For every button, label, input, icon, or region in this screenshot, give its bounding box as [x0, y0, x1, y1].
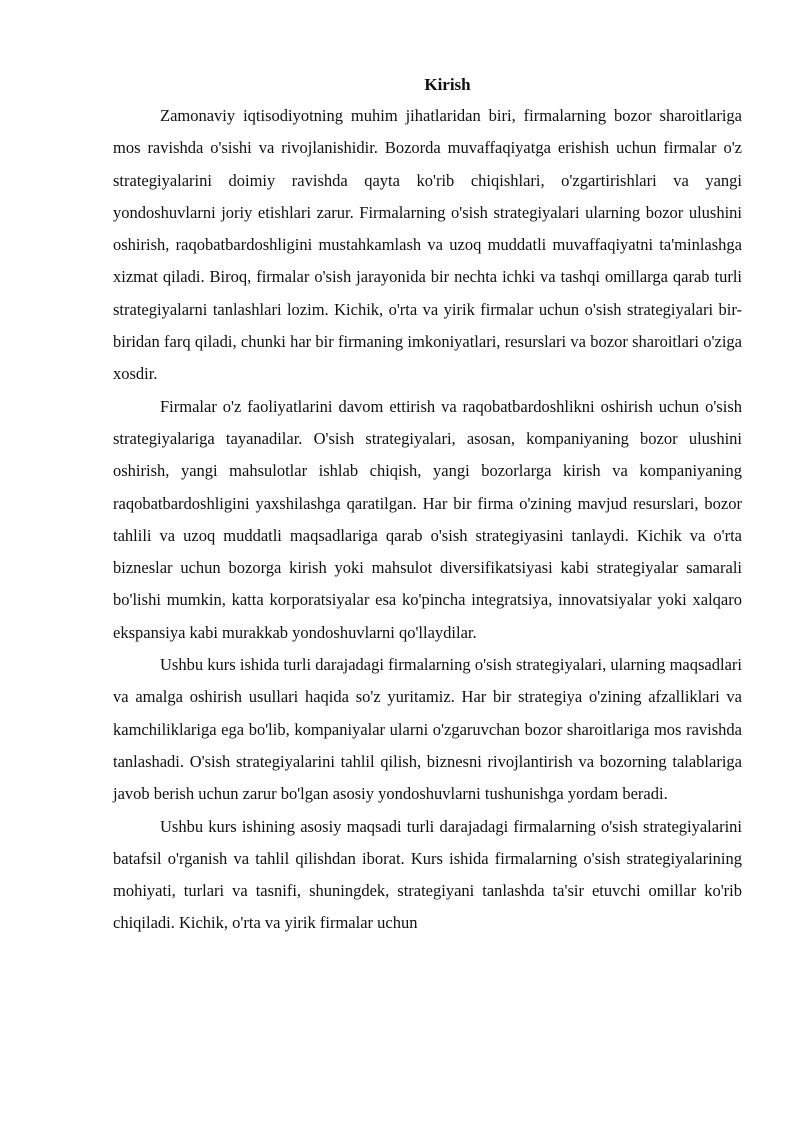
document-title: Kirish	[424, 75, 471, 94]
paragraph-1: Zamonaviy iqtisodiyotning muhim jihatlaridan biri, firmalarning bozor sharoitlariga mos ravishda o'sishi va rivojlanishidir. Bozorda muvaffaqiyatga erishish uchun firmalar o'z strategiyalarini doimiy ravishda qayta ko'rib chiqishlari, o'zgartirishlari va yangi yondoshuvlarni joriy etishlari zarur. Firmalarning o'sish strategiyalari ularning bozor ulushini oshirish, raqobatbardoshligini mustahkamlash va uzoq muddatli muvaffaqiyatni ta'minlashga xizmat qiladi. Biroq, firmalar o'sish jarayonida bir nechta ichki va tashqi omillarga qarab turli strategiyalarni tanlashlari lozim. Kichik, o'rta va yirik firmalar uchun o'sish strategiyalari bir-biridan farq qiladi, chunki har bir firmaning imkoniyatlari, resurslari va bozor sharoitlari o'ziga xosdir.	[113, 106, 742, 384]
paragraph-3: Ushbu kurs ishida turli darajadagi firmalarning o'sish strategiyalari, ularning maqsadlari va amalga oshirish usullari haqida so'z yuritamiz. Har bir strategiya o'zining afzalliklari va kamchiliklariga ega bo'lib, kompaniyalar ularni o'zgaruvchan bozor sharoitlariga mos ravishda tanlashadi. O'sish strategiyalarini tahlil qilish, biznesni rivojlantirish va bozorning talablariga javob berish uchun zarur bo'lgan asosiy yondoshuvlarni tushunishga yordam beradi.	[113, 655, 742, 804]
paragraph-4: Ushbu kurs ishining asosiy maqsadi turli darajadagi firmalarning o'sish strategiyalarini batafsil o'rganish va tahlil qilishdan iborat. Kurs ishida firmalarning o'sish strategiyalarining mohiyati, turlari va tasnifi, shuningdek, strategiyani tanlashda ta'sir etuvchi omillar ko'rib chiqiladi. Kichik, o'rta va yirik firmalar uchun	[113, 816, 742, 933]
paragraph-2: Firmalar o'z faoliyatlarini davom ettirish va raqobatbardoshlikni oshirish uchun o'sish strategiyalariga tayanadilar. O'sish strategiyalari, asosan, kompaniyaning bozor ulushini oshirish, yangi mahsulotlar ishlab chiqish, yangi bozorlarga kirish va kompaniyaning raqobatbardoshligini yaxshilashga qaratilgan. Har bir firma o'zining mavjud resurslari, bozor tahlili va uzoq muddatli maqsadlariga qarab o'sish strategiyasini tanlaydi. Kichik va o'rta bizneslar uchun bozorga kirish yoki mahsulot diversifikatsiyasi kabi strategiyalar samarali bo'lishi mumkin, katta korporatsiyalar esa ko'pincha integratsiya, innovatsiyalar yoki xalqaro ekspansiya kabi murakkab yondoshuvlarni qo'llaydilar.	[113, 396, 742, 642]
